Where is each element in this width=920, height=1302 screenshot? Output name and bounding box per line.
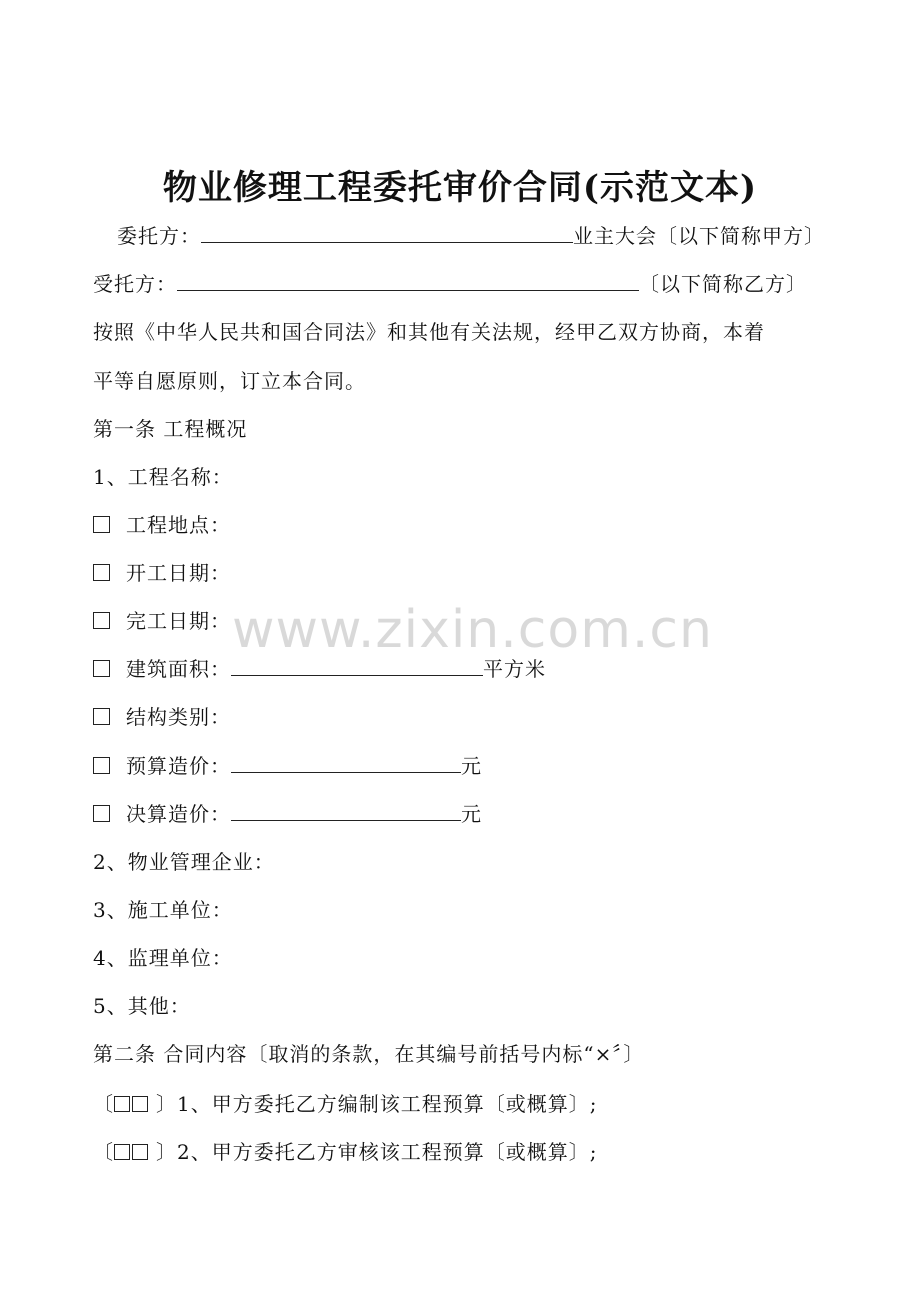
client-label: 委托方： xyxy=(117,224,201,248)
checklist-label: 预算造价： xyxy=(126,754,231,778)
supervision-unit-item: 4、监理单位： xyxy=(93,946,233,970)
checklist-label: 工程地点： xyxy=(126,513,231,537)
checklist-label: 开工日期： xyxy=(126,561,231,585)
clause-close-bracket: 〕 xyxy=(156,1092,177,1116)
checkbox[interactable] xyxy=(93,708,110,725)
document-title: 物业修理工程委托审价合同(示范文本) xyxy=(162,168,758,208)
checklist-item xyxy=(93,800,482,828)
client-name-field[interactable] xyxy=(201,222,573,243)
watermark: www.zixin.com.cn xyxy=(232,600,713,660)
checkbox[interactable] xyxy=(114,1096,130,1112)
intro-line-1: 按照《中华人民共和国合同法》和其他有关法规，经甲乙双方协商，本着 xyxy=(93,320,765,344)
other-item: 5、其他： xyxy=(93,994,191,1018)
clause-open-bracket: 〔 xyxy=(93,1140,114,1164)
checkbox[interactable] xyxy=(132,1144,148,1160)
contract-clause xyxy=(93,1138,597,1166)
contractor-name-field[interactable] xyxy=(177,270,639,291)
property-management-item: 2、物业管理企业： xyxy=(93,850,275,874)
checklist-item xyxy=(93,511,231,539)
area-field[interactable] xyxy=(231,655,483,676)
checklist-item xyxy=(93,703,231,731)
contract-clause xyxy=(93,1090,597,1118)
budget-cost-unit: 元 xyxy=(461,754,482,778)
contractor-line xyxy=(93,270,807,298)
checkbox[interactable] xyxy=(93,660,110,677)
checkbox[interactable] xyxy=(114,1144,130,1160)
checklist-item xyxy=(93,607,231,635)
clause-text: 1、甲方委托乙方编制该工程预算〔或概算〕; xyxy=(177,1092,598,1116)
checklist-item xyxy=(93,655,546,683)
checklist-item xyxy=(93,752,482,780)
intro-line-2: 平等自愿原则，订立本合同。 xyxy=(93,369,366,393)
clause-text: 2、甲方委托乙方审核该工程预算〔或概算〕; xyxy=(177,1140,598,1164)
final-cost-field[interactable] xyxy=(231,800,461,821)
project-name-item: 1、工程名称： xyxy=(93,465,233,489)
checklist-label: 完工日期： xyxy=(126,609,231,633)
checkbox[interactable] xyxy=(93,805,110,822)
checklist-item xyxy=(93,559,231,587)
checkbox[interactable] xyxy=(93,757,110,774)
article1-heading: 第一条 工程概况 xyxy=(93,417,248,441)
client-line xyxy=(117,222,825,250)
client-suffix: 业主大会〔以下简称甲方〕 xyxy=(573,224,825,248)
checkbox[interactable] xyxy=(93,564,110,581)
checklist-label: 建筑面积： xyxy=(126,657,231,681)
article2-heading: 第二条 合同内容〔取消的条款，在其编号前括号内标“×〞〕 xyxy=(93,1042,645,1066)
construction-unit-item: 3、施工单位： xyxy=(93,898,233,922)
checkbox[interactable] xyxy=(93,516,110,533)
clause-open-bracket: 〔 xyxy=(93,1092,114,1116)
checkbox[interactable] xyxy=(132,1096,148,1112)
checklist-label: 决算造价： xyxy=(126,802,231,826)
budget-cost-field[interactable] xyxy=(231,752,461,773)
final-cost-unit: 元 xyxy=(461,802,482,826)
contractor-label: 受托方： xyxy=(93,272,177,296)
checkbox[interactable] xyxy=(93,612,110,629)
checklist-label: 结构类别： xyxy=(126,705,231,729)
clause-close-bracket: 〕 xyxy=(156,1140,177,1164)
area-unit: 平方米 xyxy=(483,657,546,681)
contractor-suffix: 〔以下简称乙方〕 xyxy=(639,272,807,296)
